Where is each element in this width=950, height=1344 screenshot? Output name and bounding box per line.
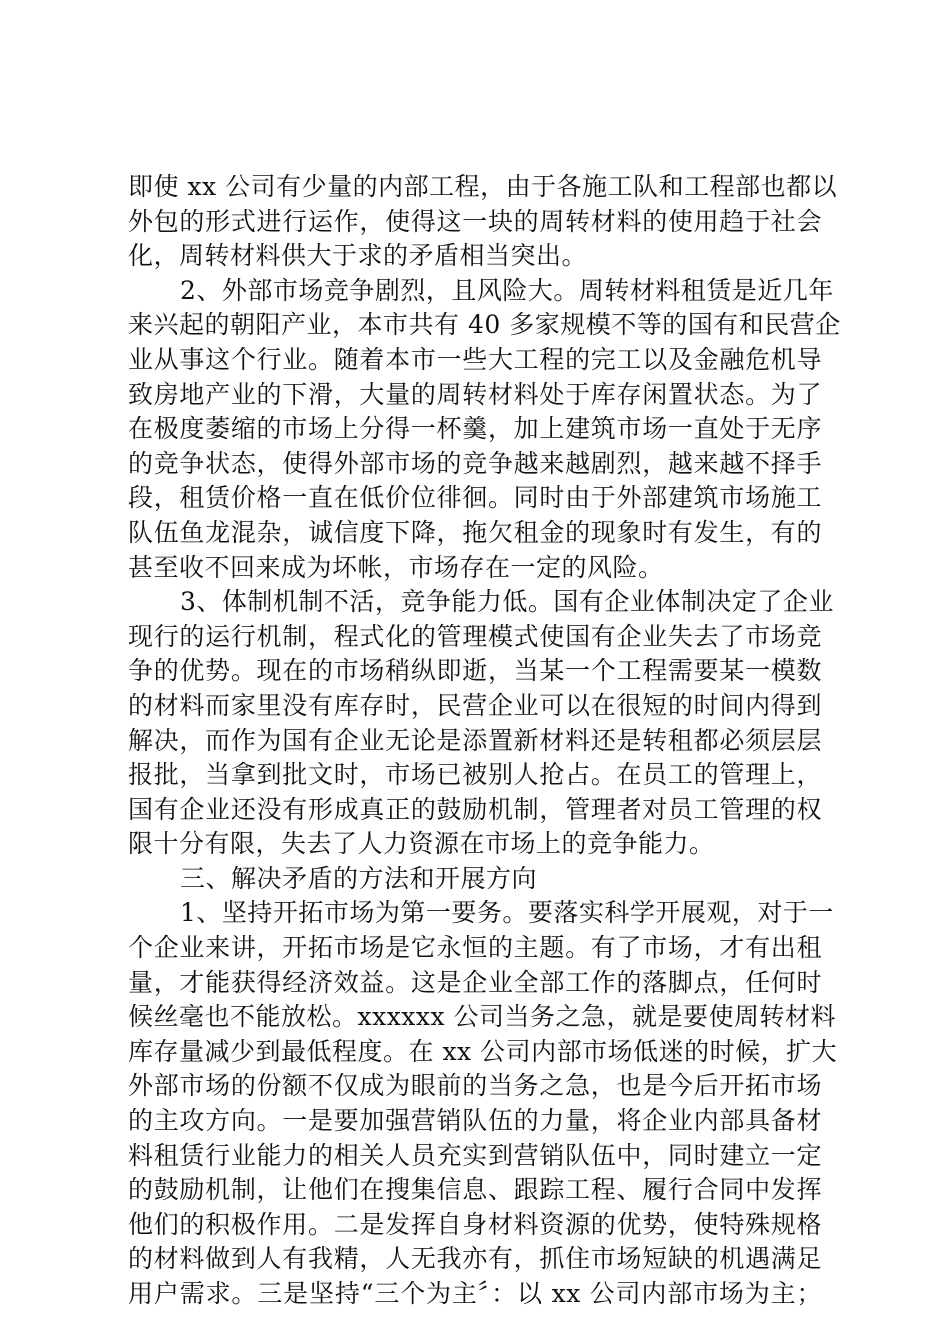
text-line: 的主攻方向。一是要加强营销队伍的力量，将企业内部具备材	[128, 1106, 822, 1136]
text-line: 报批，当拿到批文时，市场已被别人抢占。在员工的管理上，	[128, 760, 822, 790]
paragraph-start-line: 1、坚持开拓市场为第一要务。要落实科学开展观，对于一	[180, 898, 834, 928]
text-line: 在极度萎缩的市场上分得一杯羹，加上建筑市场一直处于无序	[128, 414, 822, 444]
text-line: 候丝毫也不能放松。xxxxxx 公司当务之急，就是要使周转材料	[128, 1002, 837, 1032]
text-line: 争的优势。现在的市场稍纵即逝，当某一个工程需要某一模数	[128, 656, 822, 686]
text-line: 的竞争状态，使得外部市场的竞争越来越剧烈，越来越不择手	[128, 448, 822, 478]
text-line: 他们的积极作用。二是发挥自身材料资源的优势，使特殊规格	[128, 1209, 822, 1239]
text-line: 的材料做到人有我精，人无我亦有，抓住市场短缺的机遇满足	[128, 1244, 822, 1274]
text-line: 来兴起的朝阳产业，本市共有 40 多家规模不等的国有和民营企	[128, 310, 841, 340]
text-line: 业从事这个行业。随着本市一些大工程的完工以及金融危机导	[128, 344, 822, 374]
text-line: 外部市场的份额不仅成为眼前的当务之急，也是今后开拓市场	[128, 1071, 822, 1101]
text-line: 队伍鱼龙混杂，诚信度下降，拖欠租金的现象时有发生，有的	[128, 517, 822, 547]
text-line: 致房地产业的下滑，大量的周转材料处于库存闲置状态。为了	[128, 379, 822, 409]
paragraph-start-line: 3、体制机制不活，竞争能力低。国有企业体制决定了企业	[180, 587, 834, 617]
text-line: 即使 xx 公司有少量的内部工程，由于各施工队和工程部也都以	[128, 172, 838, 201]
text-line: 个企业来讲，开拓市场是它永恒的主题。有了市场，才有出租	[128, 933, 822, 963]
text-line: 的鼓励机制，让他们在搜集信息、跟踪工程、履行合同中发挥	[128, 1175, 822, 1205]
paragraph-start-line: 2、外部市场竞争剧烈，且风险大。周转材料租赁是近几年	[180, 275, 834, 305]
text-line: 用户需求。三是坚持“三个为主〞：以 xx 公司内部市场为主；	[128, 1279, 822, 1308]
document-body	[128, 170, 841, 1312]
section-heading: 三、解决矛盾的方法和开展方向	[180, 863, 538, 893]
text-line: 量，才能获得经济效益。这是企业全部工作的落脚点，任何时	[128, 967, 822, 997]
text-line: 解决，而作为国有企业无论是添置新材料还是转租都必须层层	[128, 725, 822, 755]
text-line: 库存量减少到最低程度。在 xx 公司内部市场低迷的时候，扩大	[128, 1036, 838, 1066]
text-line: 化，周转材料供大于求的矛盾相当突出。	[128, 241, 588, 271]
text-line: 现行的运行机制，程式化的管理模式使国有企业失去了市场竞	[128, 621, 822, 651]
text-line: 的材料而家里没有库存时，民营企业可以在很短的时间内得到	[128, 690, 822, 720]
text-line: 甚至收不回来成为坏帐，市场存在一定的风险。	[128, 552, 664, 582]
text-line: 段，租赁价格一直在低价位徘徊。同时由于外部建筑市场施工	[128, 483, 822, 513]
text-line: 外包的形式进行运作，使得这一块的周转材料的使用趋于社会	[128, 206, 822, 236]
text-line: 限十分有限，失去了人力资源在市场上的竞争能力。	[128, 829, 715, 859]
text-line: 国有企业还没有形成真正的鼓励机制，管理者对员工管理的权	[128, 794, 822, 824]
text-line: 料租赁行业能力的相关人员充实到营销队伍中，同时建立一定	[128, 1140, 822, 1170]
